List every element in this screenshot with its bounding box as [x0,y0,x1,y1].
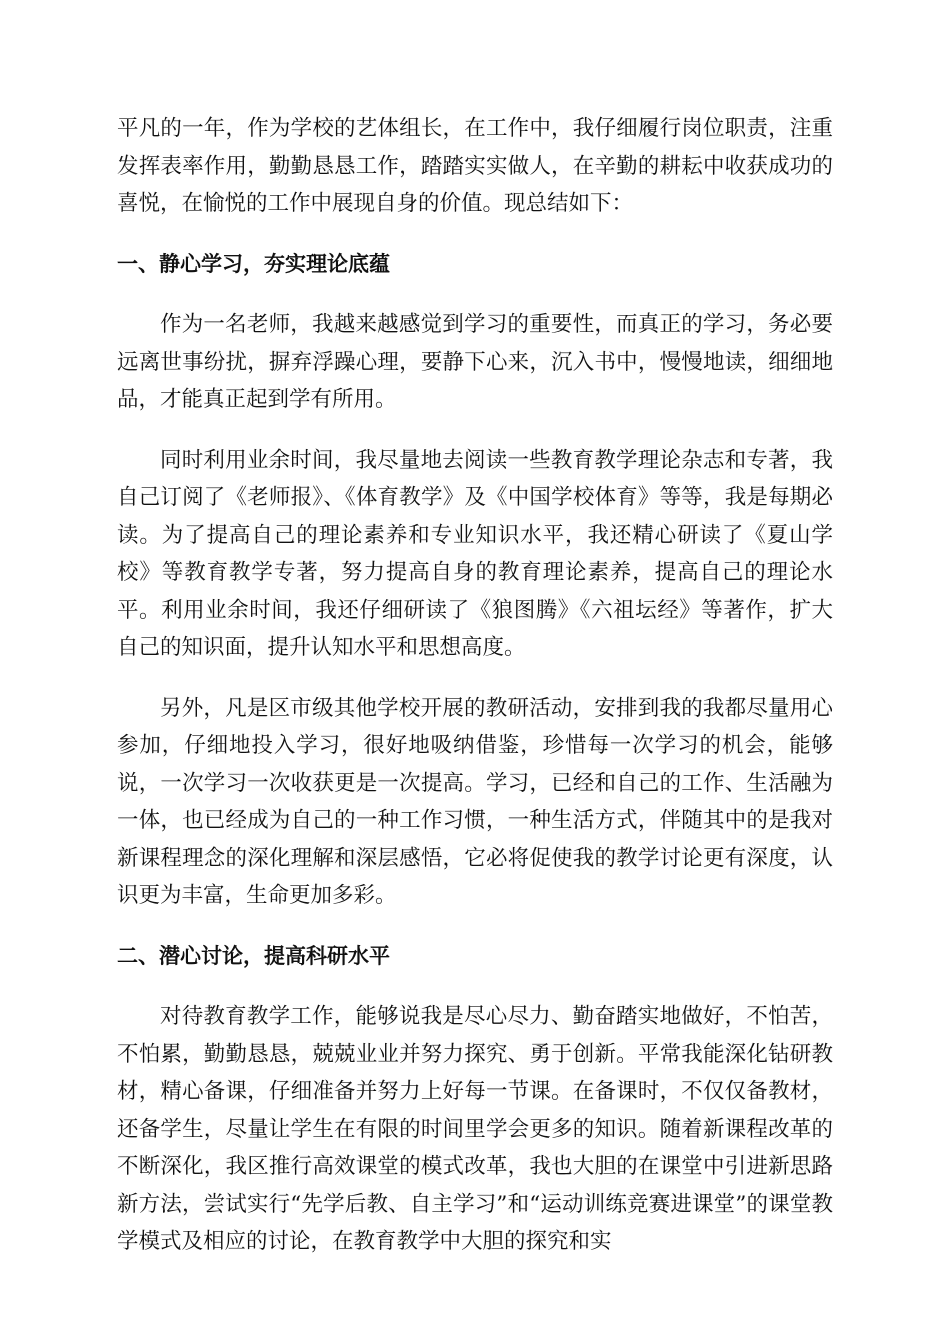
intro-paragraph: 平凡的一年，作为学校的艺体组长，在工作中，我仔细履行岗位职责，注重发挥表率作用，勤勤恳恳工作，踏踏实实做人，在辛勤的耕耘中收获成功的喜悦，在愉悦的工作中展现自身的价值。现总结如下： [117,116,833,216]
body-paragraph: 作为一名老师，我越来越感觉到学习的重要性，而真正的学习，务必要远离世事纷扰，摒弃浮躁心理，要静下心来，沉入书中，慢慢地读，细细地品，才能真正起到学有所用。 [117,312,833,412]
body-paragraph: 对待教育教学工作，能够说我是尽心尽力、勤奋踏实地做好，不怕苦，不怕累，勤勤恳恳，兢兢业业并努力探究、勇于创新。平常我能深化钻研教材，精心备课，仔细准备并努力上好每一节课。在备课时，不仅仅备教材，还备学生，尽量让学生在有限的时间里学会更多的知识。随着新课程改革的不断深化，我区推行高效课堂的模式改革，我也大胆的在课堂中引进新思路新方法，尝试实行“先学后教、自主学习”和“运动训练竞赛进课堂”的课堂教学模式及相应的讨论，在教育教学中大胆的探究和实 [117,1004,833,1254]
document-body [117,110,833,1284]
section-heading-1: 一、静心学习，夯实理论底蕴 [117,251,390,276]
body-paragraph: 另外，凡是区市级其他学校开展的教研活动，安排到我的我都尽量用心参加，仔细地投入学习，很好地吸纳借鉴，珍惜每一次学习的机会，能够说，一次学习一次收获更是一次提高。学习，已经和自己的工作、生活融为一体，也已经成为自己的一种工作习惯，一种生活方式，伴随其中的是我对新课程理念的深化理解和深层感悟，它必将促使我的教学讨论更有深度，认识更为丰富，生命更加多彩。 [117,695,833,908]
section-heading-2: 二、潜心讨论，提高科研水平 [117,943,390,968]
body-paragraph: 同时利用业余时间，我尽量地去阅读一些教育教学理论杂志和专著，我自己订阅了《老师报》、《体育教学》及《中国学校体育》等等，我是每期必读。为了提高自己的理论素养和专业知识水平，我还精心研读了《夏山学校》等教育教学专著，努力提高自身的教育理论素养，提高自己的理论水平。利用业余时间，我还仔细研读了《狼图腾》《六祖坛经》等著作，扩大自己的知识面，提升认知水平和思想高度。 [117,447,833,660]
